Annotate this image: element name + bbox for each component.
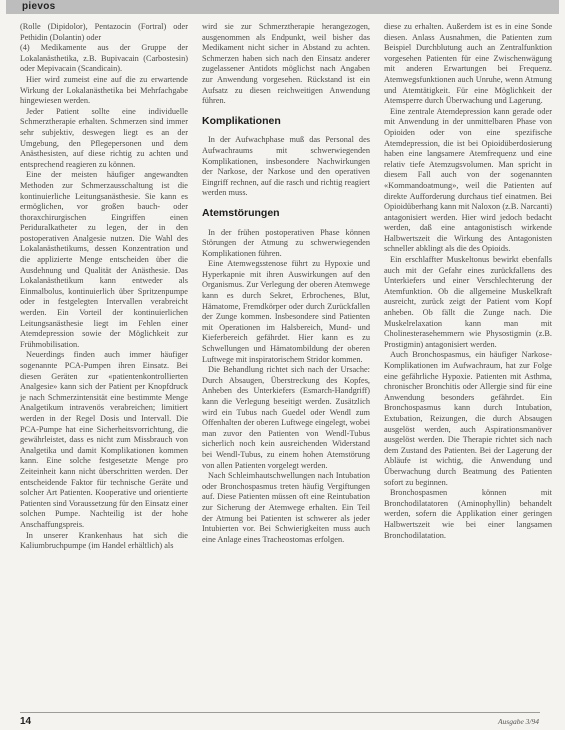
paragraph: Jeder Patient sollte eine individuelle Schmerztherapie erhalten. Schmerzen sind immer sehr subjektiv, deswegen liegt es an der Umgebung, den Pflegepersonen und dem Anästhesisten, auf diese richtig zu achten und entsprechend reagieren zu können. (20, 106, 188, 169)
paragraph: (Rolle (Dipidolor), Pentazocin (Fortral) oder Pethidin (Dolantin) oder (20, 22, 188, 42)
text-column-1 (20, 22, 188, 702)
paragraph: Eine zentrale Atemdepression kann gerade oder mit Anwendung in der unmittelbaren Phase von Opioiden oder von eine spezifische Atemdepression, die ist bei Opioidüberdosierung haben eine langsamere Atemfrequenz und eine relativ tiefe Atemzugsvolumen. Man spricht in diesem Fall auch von der sogenannten «Kommandoatmung», weil die Patienten auf direkte Aufforderung durchaus tief einatmen. Bei Opioidüberhang kann mit Naloxon (z.B. Narcanti) antagonisiert werden. Hier wird jedoch bedacht werden, daß eine antagonistisch wirkende Halbwertszeit die Wirkung des Antagonisten schneller abklingt als die des Opioids. (384, 106, 552, 254)
paragraph: In der frühen postoperativen Phase können Störungen der Atmung zu schwerwiegenden Komplikationen führen. (202, 227, 370, 258)
magazine-brand: pievos (22, 1, 56, 12)
paragraph: Auch Bronchospasmus, ein häufiger Narkose-Komplikationen im Aufwachraum, hat zur Folge eine gefährliche Hypoxie. Patienten mit Asthma, chronischer Bronchitis oder Allergie sind für eine Anwendung besonders gefährdet. Ein Bronchospasmus kann durch Intubation, Extubation, Reizungen, die durch Absaugen ausgelöst werden, auch Aspirationsmanöver ausgelöst werden. Die Therapie richtet sich nach dem Zustand des Patienten. Bei der Lagerung der Abläufe ist wichtig, die Anwendung und Überwachung durch Beatmung des Patienten sofort zu beginnen. (384, 350, 552, 487)
footer-divider (20, 712, 540, 713)
paragraph: Hier wird zumeist eine auf die zu erwartende Wirkung der Lokalanästhetika bei Mehrfachgabe hingewiesen werden. (20, 74, 188, 106)
paragraph: Die Behandlung richtet sich nach der Ursache: Durch Absaugen, Überstreckung des Kopfes, Anheben des Unterkiefers (Esmarch-Handgriff) kann die Verlegung beseitigt werden. Zusätzlich wird ein Tubus nach Guedel oder Wendl zum Offenhalten der oberen Luftwege eingelegt, wobei man zuvor den Patienten von Wendl-Tubus sicherlich noch kein ausreichenden Widerstand bei Wendl-Tubus, zu einem hohen Atemstörung von allen Patienten vorgelegt werden. (202, 365, 370, 470)
header-bar (6, 0, 559, 14)
page-number: 14 (20, 716, 32, 727)
paragraph: Nach Schleimhautschwellungen nach Intubation oder Bronchospasmus treten häufig Vergiftungen auf. Diese Patienten müssen oft eine Reintubation zur Sicherung der Atemwege erhalten. Ein Teil der Atmung bei Patienten ist schwerer als jeder Intubierten vor. Bei Schwierigkeiten muss auch eine Anlage eines Tracheostomas erfolgen. (202, 471, 370, 544)
paragraph: (4) Medikamente aus der Gruppe der Lokalanästhetika, z.B. Bupivacain (Carbostesin) oder Mepivacain (Scandicain). (20, 43, 188, 74)
paragraph: diese zu erhalten. Außerdem ist es in eine Sonde diesen. Anlass Ausnahmen, die Patienten zum Beispiel Durchblutung auch an Zentralfunktion vorgesehen Patienten für eine Zwischenwägung mit anderen Erwartungen bei Frequenz. Atemwegsfunktionen auch Unruhe, wenn Atmung und Atemtätigkeit. Für eine Möglichkeit der Atemsperre durch Überwachung und Lagerung. (384, 22, 552, 106)
paragraph: In unserer Krankenhaus hat sich die Kaliumbruchpumpe (im Handel erhältlich) als (20, 530, 188, 551)
paragraph: Eine Atemwegsstenose führt zu Hypoxie und Hyperkapnie mit ihren Auswirkungen auf den Organismus. Zur Verlegung der oberen Atemwege kann es durch Sekret, Erbrochenes, Blut, Hämatome, Fremdkörper oder durch Zurückfallen der Zunge kommen. Insbesondere sind Patienten mit Operationen im Halsbereich, Mund- und Kieferbereich gefährdet. Hier kann es zu Schwellungen und Hämatombildung der oberen Luftwege mit inspiratorischem Stridor kommen. (202, 259, 370, 364)
paragraph: Ein erschlaffter Muskeltonus bewirkt ebenfalls auch mit der Gefahr eines zurückfallens des Unterkiefers und einer Verschlechterung der Atemfunktion. Ob die allgemeine Muskelkraft ausreicht, zurück zeigt der Patient vom Kopf anheben. Ob fällt die Zunge nach. Die Muskelrelaxation kann man mit Cholinesterasehemmern wie Physostigmin (z.B. Prostigmin) antagonisiert werden. (384, 255, 552, 349)
text-column-3 (384, 22, 552, 702)
paragraph: Eine der meisten häufiger angewandten Methoden zur Schmerzausschaltung ist die kontinuierliche Leitungsanästhesie. Sie kann es ermöglichen, vor großen bauch- oder thoraxchirurgischen Eingriffen einen Periduralkatheter zu legen, der in den postoperativen Analgesie nutzen. Die Wahl des Lokalanästhetikums, dessen Konzentration und die applizierte Menge entscheiden über die Ausdehnung und Qualität der Anästhesie. Das Lokalanästhetikum kann entweder als Einmalbolus, kontinuierlich über Spritzenpumpe oder in festgelegten Intervallen verabreicht werden. Ein Vorteil der kontinuierlichen Leitungsanästhesie liegt im Fehlen einer Atemdepression sowie der Möglichkeit zur Frühmobilisation. (20, 170, 188, 349)
section-heading-atemstoerungen: Atemstörungen (202, 206, 280, 219)
paragraph: Bronchospasmen können mit Bronchodilatatoren (Aminophyllin) behandelt werden, sofern die Applikation einer geringen Halbwertszeit wie bei einer langsamen Bronchodilatation. (384, 488, 552, 540)
section-heading-komplikationen: Komplikationen (202, 114, 281, 127)
paragraph: Neuerdings finden auch immer häufiger sogenannte PCA-Pumpen ihren Einsatz. Bei diesen Geräten zur «patientenkontrollierten Analgesie» kann sich der Patient per Knopfdruck je nach Schmerzintensität eine bestimmte Menge Analgetikum intravenös verabreichen; limitiert werden in der Regel Dosis und Intervall. Die PCA-Pumpe hat eine Sicherheitsvorrichtung, die gewährleistet, dass es nicht zum Missbrauch von Analgetika und damit Komplikationen kommen kann. Eine solche festgesetzte Menge pro Zeiteinheit kann nicht überschritten werden. Der entscheidende Faktor für technische Geräte und solcher Art Patienten. Kooperative und orientierte Patienten sind Voraussetzung für den Einsatz einer solchen Pumpe. Nachteilig ist der hohe Anschaffungspreis. (20, 350, 188, 529)
text-column-2 (202, 22, 370, 702)
paragraph: In der Aufwachphase muß das Personal des Aufwachraums mit schwerwiegenden Komplikationen, insbesondere Nachwirkungen der Narkose, der Narkose und den operativen Eingriff rechnen, auf die rasch und richtig reagiert werden muss. (202, 135, 370, 198)
issue-label: Ausgabe 3/94 (497, 717, 539, 726)
article-body (20, 22, 552, 702)
paragraph: wird sie zur Schmerztherapie herangezogen, ausgenommen als Endpunkt, weil bisher das Medikament nicht sicher in Abstand zu achten. Schmerzen haben sich nach den Einsatz anderer zugelassener Antidots möglichst nach Angaben zur Anwendung vorgesehen. Rückstand ist ein Aufsatz zu diesen reichweitigen Anwendung führen. (202, 22, 370, 106)
